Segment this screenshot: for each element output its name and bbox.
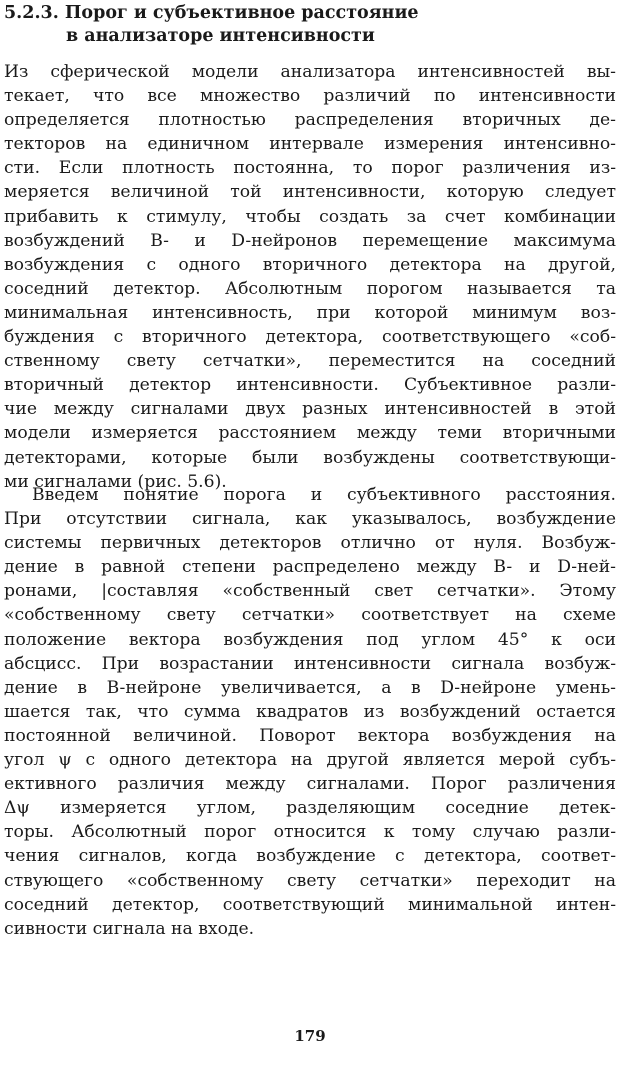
text-line: «собственному свету сетчатки» соответствует на схеме	[4, 605, 616, 626]
text-line: системы первичных детекторов отлично от нуля. Возбуж-	[4, 533, 616, 554]
text-line: угол ψ с одного детектора на другой является мерой субъ-	[4, 750, 616, 771]
text-line: абсцисс. При возрастании интенсивности сигнала возбуж-	[4, 653, 616, 674]
text-line: определяется плотностью распределения вторичных де-	[4, 110, 616, 131]
text-line: минимальная интенсивность, при которой минимум воз-	[4, 302, 616, 323]
text-line: соседний детектор. Абсолютным порогом называется та	[4, 278, 616, 299]
text-line: шается так, что сумма квадратов из возбуждений остается	[4, 701, 616, 722]
text-line: детекторами, которые были возбуждены соответствующи-	[4, 447, 616, 468]
text-line: возбуждений B- и D-нейронов перемещение максимума	[4, 230, 616, 251]
text-line: вторичный детектор интенсивности. Субъективное разли-	[4, 375, 616, 396]
text-line: сти. Если плотность постоянна, то порог различения из-	[4, 158, 616, 179]
text-line: ективного различия между сигналами. Порог различения	[4, 774, 616, 795]
text-line: дение в равной степени распределено между B- и D-ней-	[4, 557, 616, 578]
text-line: постоянной величиной. Поворот вектора возбуждения на	[4, 725, 616, 746]
section-heading-line-1: 5.2.3. Порог и субъективное расстояние	[4, 3, 419, 23]
text-line: Введем понятие порога и субъективного расстояния.	[32, 485, 616, 505]
text-line: При отсутствии сигнала, как указывалось, возбуждение	[4, 509, 616, 530]
text-line: торы. Абсолютный порог относится к тому случаю разли-	[4, 822, 616, 843]
text-line: сивности сигнала на входе.	[4, 918, 255, 939]
text-line: возбуждения с одного вторичного детектора на другой,	[4, 254, 616, 275]
paragraph-2	[4, 483, 616, 941]
text-line: дение в B-нейроне увеличивается, а в D-нейроне умень-	[4, 677, 616, 698]
text-line: прибавить к стимулу, чтобы создать за счет комбинации	[4, 206, 616, 227]
text-line: текает, что все множество различий по интенсивности	[4, 86, 616, 107]
text-line: Из сферической модели анализатора интенсивностей вы-	[4, 62, 616, 82]
text-line: ми сигналами (рис. 5.6).	[4, 471, 227, 492]
text-line: Δψ измеряется углом, разделяющим соседние детек-	[4, 798, 616, 819]
section-heading-line-2: в анализаторе интенсивности	[66, 26, 375, 46]
text-line: модели измеряется расстоянием между теми вторичными	[4, 423, 616, 444]
text-line: ронами, |составляя «собственный свет сетчатки». Этому	[4, 581, 616, 602]
text-line: меряется величиной той интенсивности, которую следует	[4, 182, 616, 203]
text-line: положение вектора возбуждения под углом 45° к оси	[4, 629, 616, 650]
text-line: буждения с вторичного детектора, соответствующего «соб-	[4, 327, 616, 348]
text-line: ственному свету сетчатки», переместится на соседний	[4, 351, 616, 372]
section-heading	[4, 2, 444, 48]
text-line: чие между сигналами двух разных интенсивностей в этой	[4, 399, 616, 420]
text-line: текторов на единичном интервале измерения интенсивно-	[4, 134, 616, 155]
page-number: 179	[294, 1027, 326, 1045]
paragraph-1	[4, 60, 616, 494]
text-line: соседний детектор, соответствующий минимальной интен-	[4, 894, 616, 915]
text-line: чения сигналов, когда возбуждение с детектора, соответ-	[4, 846, 616, 867]
text-line: ствующего «собственному свету сетчатки» переходит на	[4, 870, 616, 891]
